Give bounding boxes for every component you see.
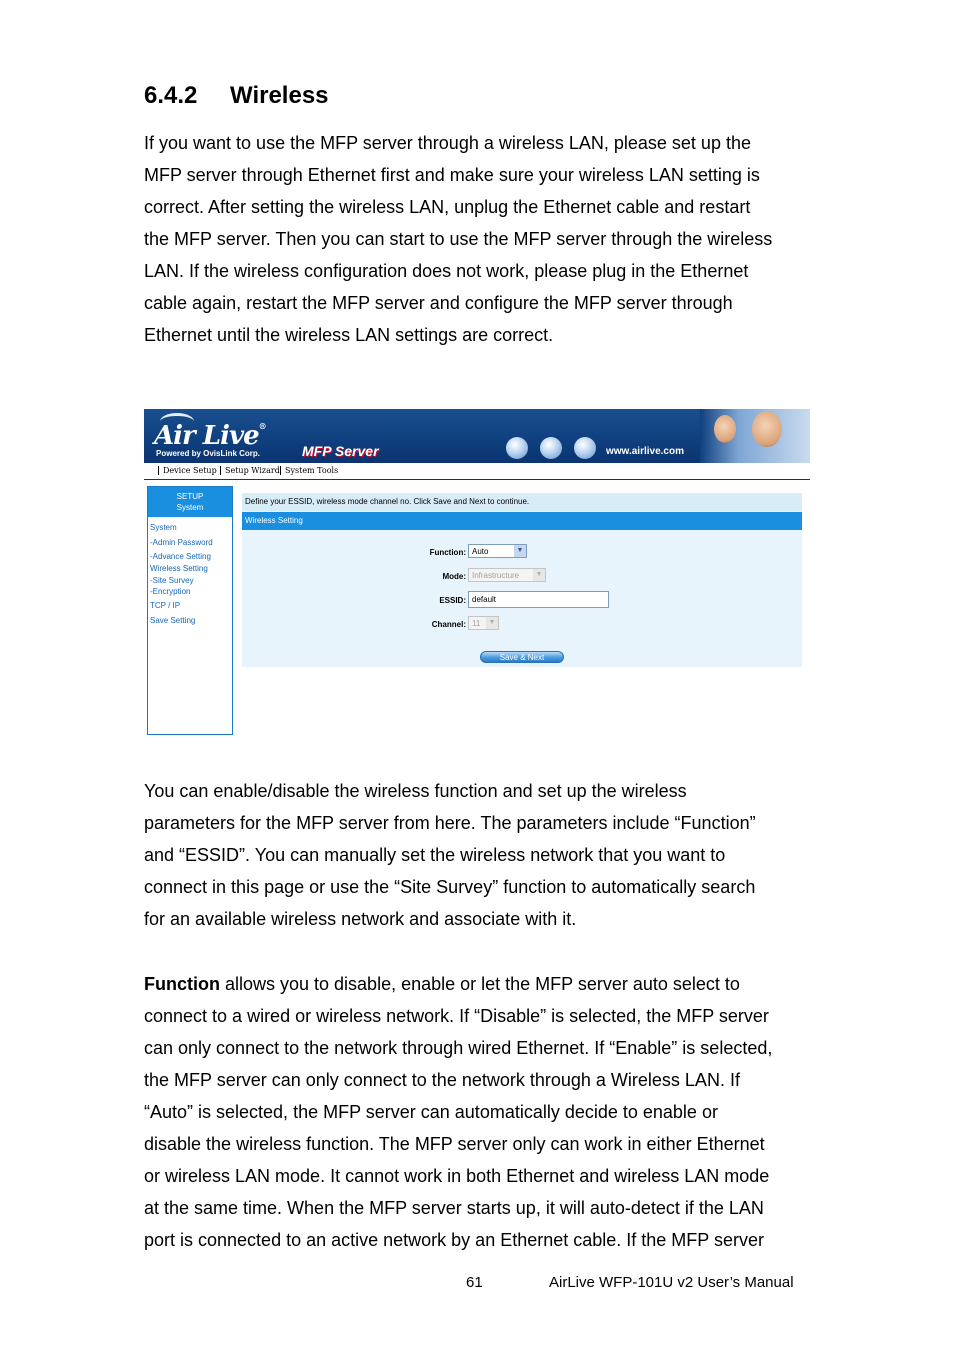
- product-name: MFP Server: [302, 443, 379, 459]
- nav-system-tools[interactable]: System Tools: [280, 466, 338, 475]
- settings-panel: [242, 493, 802, 667]
- text-line: connect in this page or use the “Site Survey” function to automatically search: [144, 877, 756, 897]
- sidebar: [147, 486, 233, 735]
- text-line: can only connect to the network through wired Ethernet. If “Enable” is selected,: [144, 1038, 773, 1058]
- airlive-logo: Air Live®: [154, 421, 266, 451]
- save-next-button[interactable]: Save & Next: [480, 651, 564, 663]
- sidebar-header: [148, 487, 232, 517]
- manual-title: AirLive WFP-101U v2 User’s Manual: [549, 1274, 794, 1291]
- function-paragraph: [144, 968, 814, 1256]
- text-line: cable again, restart the MFP server and configure the MFP server through: [144, 293, 733, 313]
- channel-label: Channel:: [431, 620, 466, 629]
- nav-setup-wizard[interactable]: Setup Wizard: [220, 466, 280, 475]
- text-line: Ethernet until the wireless LAN settings are correct.: [144, 325, 554, 345]
- globe-icon: [574, 437, 596, 459]
- globe-icon: [506, 437, 528, 459]
- chevron-down-icon: ▼: [486, 617, 498, 629]
- section-heading: [144, 82, 329, 110]
- text-line: port is connected to an active network by an Ethernet cable. If the MFP server: [144, 1230, 764, 1250]
- essid-label: ESSID:: [439, 596, 466, 605]
- intro-paragraph: [144, 127, 814, 351]
- text-line: parameters for the MFP server from here. The parameters include “Function”: [144, 813, 756, 833]
- section-number: 6.4.2: [144, 82, 198, 109]
- sidebar-item-encryption[interactable]: -Encryption: [150, 587, 191, 596]
- chevron-down-icon: ▼: [533, 569, 545, 581]
- header-banner: [144, 409, 810, 463]
- text-line: for an available wireless network and associate with it.: [144, 909, 577, 929]
- globe-icon: [540, 437, 562, 459]
- text-line: Function allows you to disable, enable or let the MFP server auto select to: [144, 974, 740, 994]
- website-url: www.airlive.com: [606, 446, 684, 457]
- text-line: correct. After setting the wireless LAN, unplug the Ethernet cable and restart: [144, 197, 751, 217]
- sidebar-item-tcp-ip[interactable]: TCP / IP: [150, 601, 181, 610]
- essid-input[interactable]: default: [468, 591, 609, 608]
- description-paragraph: [144, 775, 814, 935]
- section-title: Wireless: [230, 82, 329, 109]
- text-line: “Auto” is selected, the MFP server can automatically decide to enable or: [144, 1102, 718, 1122]
- panel-title-bar: Wireless Setting: [242, 512, 802, 530]
- wireless-setup-screenshot: [144, 409, 810, 737]
- chevron-down-icon: ▼: [514, 545, 526, 557]
- function-select[interactable]: Auto ▼: [468, 544, 527, 558]
- text-line: If you want to use the MFP server through a wireless LAN, please set up the: [144, 133, 751, 153]
- text-line: disable the wireless function. The MFP server only can work in either Ethernet: [144, 1134, 765, 1154]
- function-term: Function: [144, 974, 220, 994]
- people-photo: [700, 409, 810, 463]
- sidebar-header-setup: SETUP: [176, 492, 204, 501]
- function-label: Function:: [429, 548, 466, 557]
- text-line: LAN. If the wireless configuration does not work, please plug in the Ethernet: [144, 261, 749, 281]
- sidebar-header-system: System: [176, 503, 204, 512]
- sidebar-item-site-survey[interactable]: -Site Survey: [150, 576, 194, 585]
- sidebar-item-advance-setting[interactable]: -Advance Setting: [150, 552, 211, 561]
- sidebar-item-save-setting[interactable]: Save Setting: [150, 616, 196, 625]
- page-number: 61: [466, 1274, 483, 1291]
- text-line: or wireless LAN mode. It cannot work in both Ethernet and wireless LAN mode: [144, 1166, 770, 1186]
- sidebar-item-admin-password[interactable]: -Admin Password: [150, 538, 213, 547]
- text-line: the MFP server can only connect to the network through a Wireless LAN. If: [144, 1070, 740, 1090]
- top-nav: [144, 463, 810, 480]
- powered-by-text: Powered by OvisLink Corp.: [156, 449, 261, 458]
- channel-select[interactable]: 11 ▼: [468, 616, 499, 630]
- mode-label: Mode:: [442, 572, 466, 581]
- text-line: at the same time. When the MFP server starts up, it will auto-detect if the LAN: [144, 1198, 764, 1218]
- nav-device-setup[interactable]: Device Setup: [158, 466, 217, 475]
- text-line: the MFP server. Then you can start to use the MFP server through the wireless: [144, 229, 773, 249]
- text-line: MFP server through Ethernet first and make sure your wireless LAN setting is: [144, 165, 760, 185]
- sidebar-item-system[interactable]: System: [150, 523, 177, 532]
- mode-select[interactable]: Infrastructure ▼: [468, 568, 546, 582]
- text-line: and “ESSID”. You can manually set the wireless network that you want to: [144, 845, 726, 865]
- text-line: You can enable/disable the wireless function and set up the wireless: [144, 781, 687, 801]
- text-line: connect to a wired or wireless network. If “Disable” is selected, the MFP server: [144, 1006, 769, 1026]
- sidebar-item-wireless-setting[interactable]: Wireless Setting: [150, 564, 208, 573]
- man-face-icon: [752, 411, 782, 447]
- woman-face-icon: [714, 415, 736, 443]
- panel-description: Define your ESSID, wireless mode channel no. Click Save and Next to continue.: [242, 493, 802, 511]
